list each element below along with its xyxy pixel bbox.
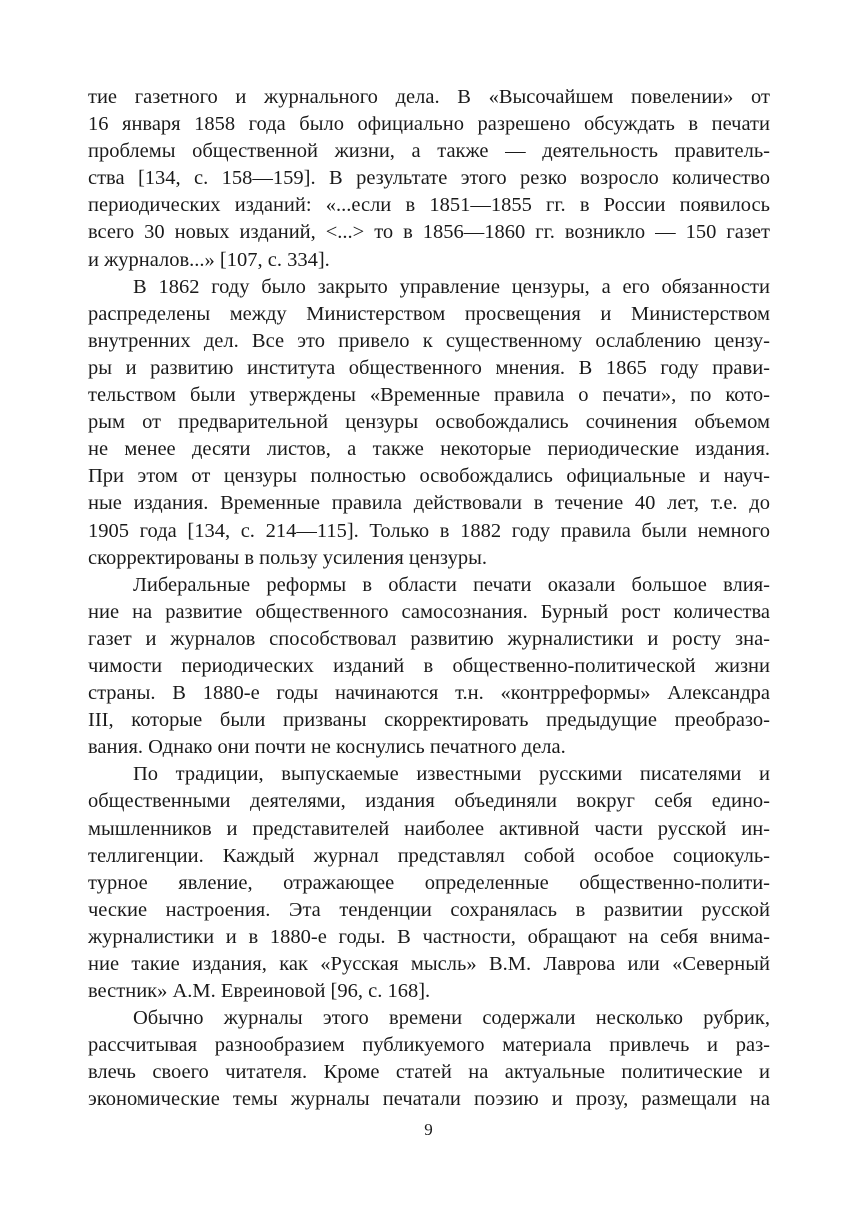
- paragraph: [88, 761, 770, 1005]
- text-line: теллигенции. Каждый журнал представлял собой особое социокуль-: [88, 844, 770, 867]
- paragraph: [88, 1005, 770, 1113]
- text-line: рассчитывая разнообразием публикуемого материала привлечь и раз-: [88, 1034, 770, 1057]
- text-line: журналистики и в 1880-е годы. В частности, обращают на себя внима-: [88, 925, 770, 948]
- page-body: [88, 84, 770, 1114]
- text-line: распределены между Министерством просвещения и Министерством: [88, 302, 770, 325]
- text-line: рым от предварительной цензуры освобождались сочинения объемом: [88, 411, 770, 434]
- text-line: Либеральные реформы в области печати оказали большое влия-: [133, 573, 770, 596]
- text-line: В 1862 году было закрыто управление цензуры, а его обязанности: [133, 275, 770, 298]
- text-line: не менее десяти листов, а также некоторые периодические издания.: [88, 438, 770, 461]
- text-line: ние на развитие общественного самосознания. Бурный рост количества: [88, 600, 770, 623]
- paragraph: [88, 274, 770, 572]
- text-line: 1905 года [134, с. 214—115]. Только в 1882 году правила были немного: [88, 519, 770, 542]
- text-line: турное явление, отражающее определенные общественно-полити-: [88, 871, 770, 894]
- paragraph: [88, 84, 770, 274]
- text-line: 16 января 1858 года было официально разрешено обсуждать в печати: [88, 113, 770, 136]
- text-line: ческие настроения. Эта тенденции сохранялась в развитии русской: [88, 898, 770, 921]
- text-line: вания. Однако они почти не коснулись печатного дела.: [88, 736, 566, 759]
- paragraph: [88, 572, 770, 762]
- text-line: периодических изданий: «...если в 1851—1855 гг. в России появилось: [88, 194, 770, 217]
- text-line: газет и журналов способствовал развитию журналистики и росту зна-: [88, 627, 770, 650]
- text-line: мышленников и представителей наиболее активной части русской ин-: [88, 817, 770, 840]
- text-line: экономические темы журналы печатали поэзию и прозу, размещали на: [88, 1088, 770, 1111]
- text-line: ры и развитию института общественного мнения. В 1865 году прави-: [88, 356, 770, 379]
- text-line: Обычно журналы этого времени содержали несколько рубрик,: [133, 1007, 770, 1030]
- text-line: чимости периодических изданий в общественно-политической жизни: [88, 654, 770, 677]
- text-line: При этом от цензуры полностью освобождались официальные и науч-: [88, 465, 770, 488]
- text-line: вестник» А.М. Евреиновой [96, с. 168].: [88, 980, 431, 1003]
- text-line: страны. В 1880-е годы начинаются т.н. «контрреформы» Александра: [88, 682, 770, 705]
- text-line: общественными деятелями, издания объединяли вокруг себя едино-: [88, 790, 770, 813]
- text-line: и журналов...» [107, с. 334].: [88, 248, 330, 271]
- text-line: проблемы общественной жизни, а также — деятельность правитель-: [88, 140, 770, 163]
- text-line: III, которые были призваны скорректировать предыдущие преобразо-: [88, 709, 770, 732]
- text-line: По традиции, выпускаемые известными русскими писателями и: [133, 763, 770, 786]
- text-line: тие газетного и журнального дела. В «Высочайшем повелении» от: [88, 86, 770, 108]
- page-number: 9: [424, 1120, 433, 1139]
- text-line: тельством были утверждены «Временные правила о печати», по кото-: [88, 384, 770, 407]
- text-line: ства [134, с. 158—159]. В результате этого резко возросло количество: [88, 167, 770, 190]
- text-line: влечь своего читателя. Кроме статей на актуальные политические и: [88, 1061, 770, 1084]
- text-line: всего 30 новых изданий, <...> то в 1856—1860 гг. возникло — 150 газет: [88, 221, 770, 244]
- text-line: ные издания. Временные правила действовали в течение 40 лет, т.е. до: [88, 492, 770, 515]
- text-line: скорректированы в пользу усиления цензуры.: [88, 546, 487, 569]
- text-line: ние такие издания, как «Русская мысль» В.М. Лаврова или «Северный: [88, 953, 770, 975]
- text-line: внутренних дел. Все это привело к существенному ослаблению цензу-: [88, 329, 770, 352]
